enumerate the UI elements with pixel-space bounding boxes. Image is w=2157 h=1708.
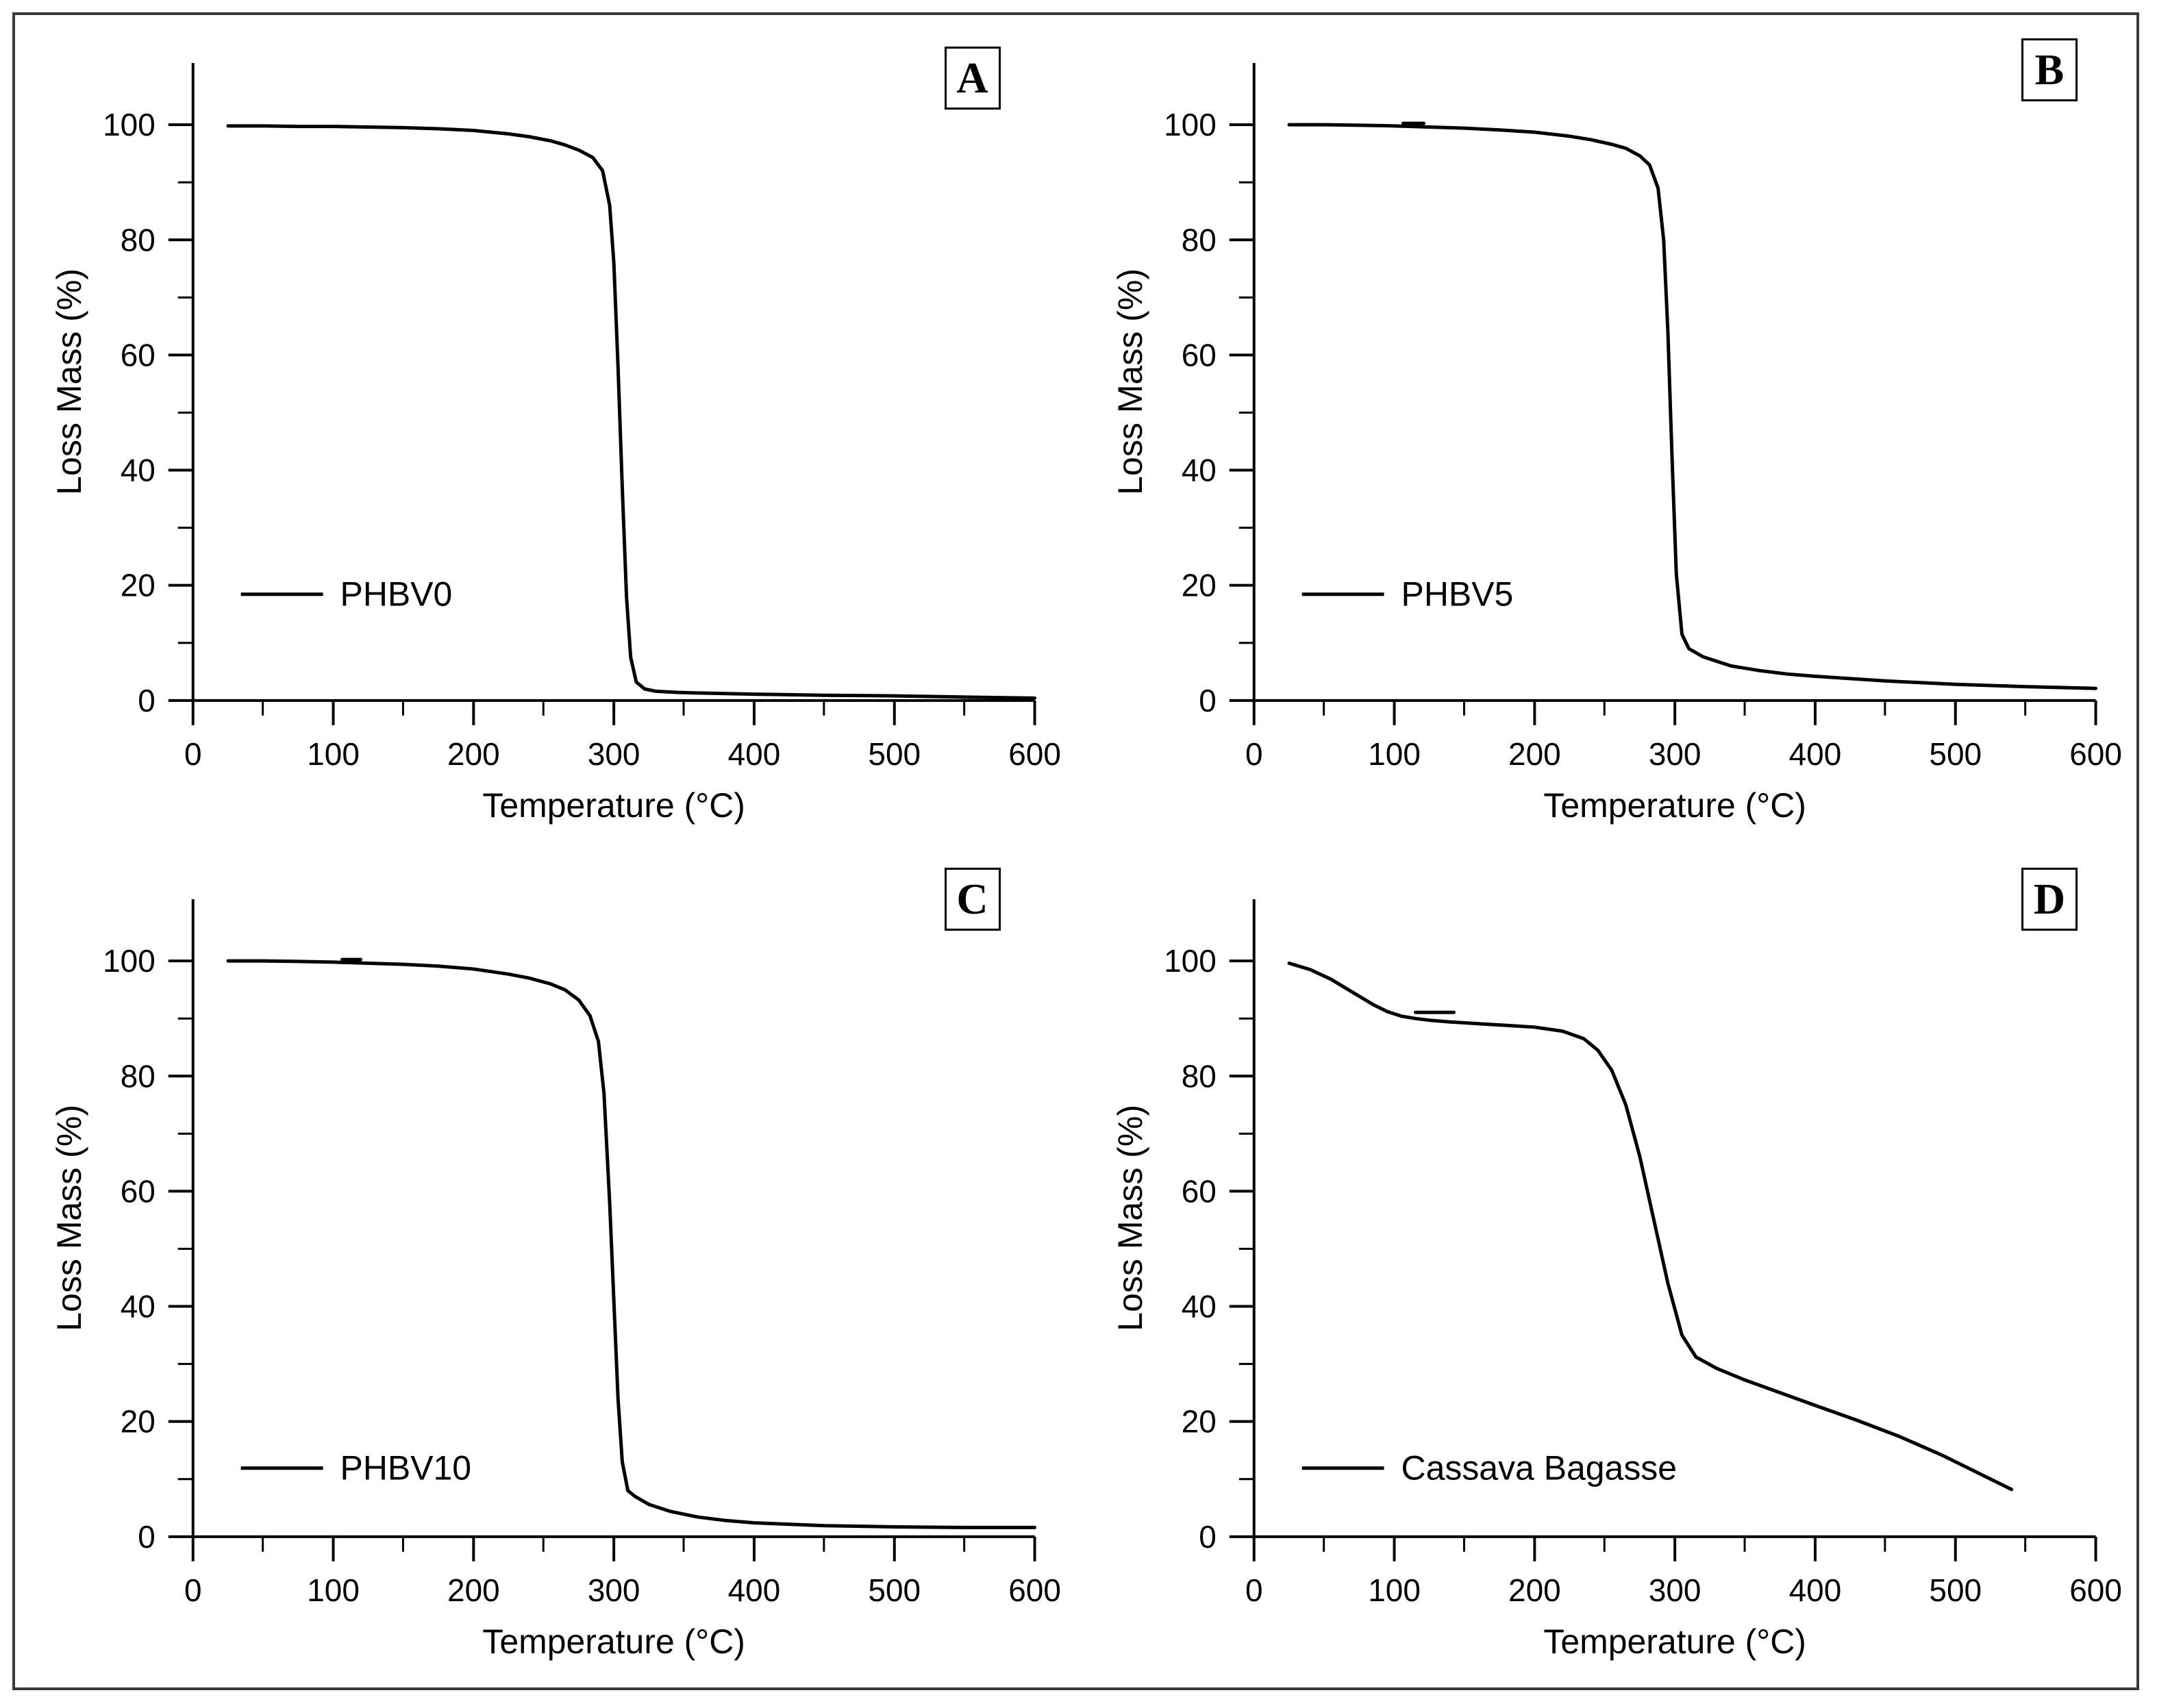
svg-text:300: 300: [1648, 1572, 1701, 1608]
svg-text:0: 0: [138, 682, 155, 718]
svg-text:200: 200: [1508, 1572, 1561, 1608]
svg-text:200: 200: [1508, 736, 1561, 772]
series-curve-phbv10: [228, 961, 1035, 1527]
panel-letter-b: B: [2021, 38, 2078, 101]
panel-a-plot: [15, 15, 1076, 851]
svg-text:80: 80: [1181, 1058, 1217, 1094]
svg-text:400: 400: [727, 736, 781, 772]
x-axis-ticks-a: [184, 701, 1061, 772]
legend-a: [241, 575, 453, 614]
svg-text:60: 60: [120, 337, 155, 373]
svg-text:40: 40: [120, 1288, 155, 1324]
y-axis-ticks-b: [1164, 107, 1254, 718]
svg-text:0: 0: [1198, 1518, 1217, 1555]
svg-text:100: 100: [103, 943, 155, 979]
y-axis-ticks-d: [1164, 943, 1254, 1555]
svg-text:0: 0: [1245, 736, 1263, 772]
svg-text:100: 100: [307, 736, 360, 772]
svg-text:200: 200: [447, 1572, 500, 1608]
svg-text:20: 20: [120, 567, 155, 603]
svg-text:600: 600: [2069, 1572, 2122, 1608]
svg-text:600: 600: [1008, 736, 1061, 772]
y-axis-ticks-c: [103, 943, 193, 1555]
legend-label-c: PHBV10: [340, 1448, 472, 1487]
y-axis-title-c: Loss Mass (%): [49, 1105, 88, 1331]
svg-text:600: 600: [1008, 1572, 1061, 1608]
svg-text:300: 300: [587, 736, 640, 772]
y-axis-title-d: Loss Mass (%): [1110, 1105, 1149, 1331]
series-curve-cassava-bagasse: [1288, 964, 2011, 1490]
svg-text:100: 100: [1163, 943, 1217, 979]
legend-label-d: Cassava Bagasse: [1401, 1448, 1677, 1487]
svg-text:60: 60: [1181, 1173, 1217, 1209]
svg-text:400: 400: [1788, 1572, 1841, 1608]
panel-grid: [15, 15, 2136, 1687]
panel-c: [15, 851, 1076, 1687]
svg-text:500: 500: [1928, 1572, 1982, 1608]
svg-text:80: 80: [1181, 222, 1217, 258]
svg-text:40: 40: [1181, 452, 1217, 488]
panel-a: [15, 15, 1076, 851]
x-axis-ticks-d: [1245, 1537, 2121, 1608]
panel-c-plot: [15, 851, 1076, 1687]
y-axis-ticks-a: [103, 107, 193, 718]
svg-text:80: 80: [120, 1058, 155, 1094]
svg-text:500: 500: [868, 1572, 921, 1608]
svg-text:100: 100: [307, 1572, 360, 1608]
x-axis-title-c: Temperature (°C): [482, 1622, 745, 1661]
legend-label-a: PHBV0: [340, 575, 453, 614]
y-axis-title-a: Loss Mass (%): [49, 268, 88, 495]
svg-text:100: 100: [103, 107, 155, 143]
svg-text:20: 20: [1181, 567, 1217, 603]
svg-text:80: 80: [120, 222, 155, 258]
legend-c: [241, 1449, 471, 1487]
svg-text:40: 40: [120, 452, 155, 488]
svg-text:400: 400: [727, 1572, 781, 1608]
x-axis-title-b: Temperature (°C): [1543, 786, 1806, 825]
svg-text:400: 400: [1788, 736, 1841, 772]
svg-text:0: 0: [1198, 682, 1217, 718]
svg-text:500: 500: [1928, 736, 1982, 772]
svg-text:300: 300: [1648, 736, 1701, 772]
panel-d: [1076, 851, 2137, 1687]
svg-text:60: 60: [120, 1173, 155, 1209]
svg-text:500: 500: [868, 736, 921, 772]
panel-b-plot: [1076, 15, 2137, 851]
svg-text:100: 100: [1367, 736, 1421, 772]
panel-d-plot: [1076, 851, 2137, 1687]
svg-text:40: 40: [1181, 1288, 1217, 1324]
svg-text:100: 100: [1367, 1572, 1421, 1608]
svg-text:0: 0: [1245, 1572, 1263, 1608]
legend-label-b: PHBV5: [1401, 575, 1513, 614]
x-axis-ticks-c: [184, 1537, 1061, 1608]
legend-d: [1301, 1449, 1676, 1487]
panel-b: [1076, 15, 2137, 851]
panel-letter-c: C: [945, 868, 1001, 931]
svg-text:60: 60: [1181, 337, 1217, 373]
svg-text:20: 20: [1181, 1403, 1217, 1440]
svg-text:0: 0: [184, 1572, 202, 1608]
svg-text:100: 100: [1163, 107, 1217, 143]
svg-text:0: 0: [138, 1518, 155, 1555]
svg-text:200: 200: [447, 736, 500, 772]
x-axis-ticks-b: [1245, 701, 2121, 772]
x-axis-title-a: Temperature (°C): [482, 786, 745, 825]
figure-frame: [12, 12, 2139, 1690]
legend-b: [1301, 575, 1513, 614]
svg-text:600: 600: [2069, 736, 2122, 772]
y-axis-title-b: Loss Mass (%): [1110, 268, 1149, 495]
panel-letter-a: A: [945, 47, 1001, 110]
svg-text:300: 300: [587, 1572, 640, 1608]
svg-text:20: 20: [120, 1403, 155, 1440]
x-axis-title-d: Temperature (°C): [1543, 1622, 1806, 1661]
panel-letter-d: D: [2021, 868, 2078, 931]
svg-text:0: 0: [184, 736, 202, 772]
